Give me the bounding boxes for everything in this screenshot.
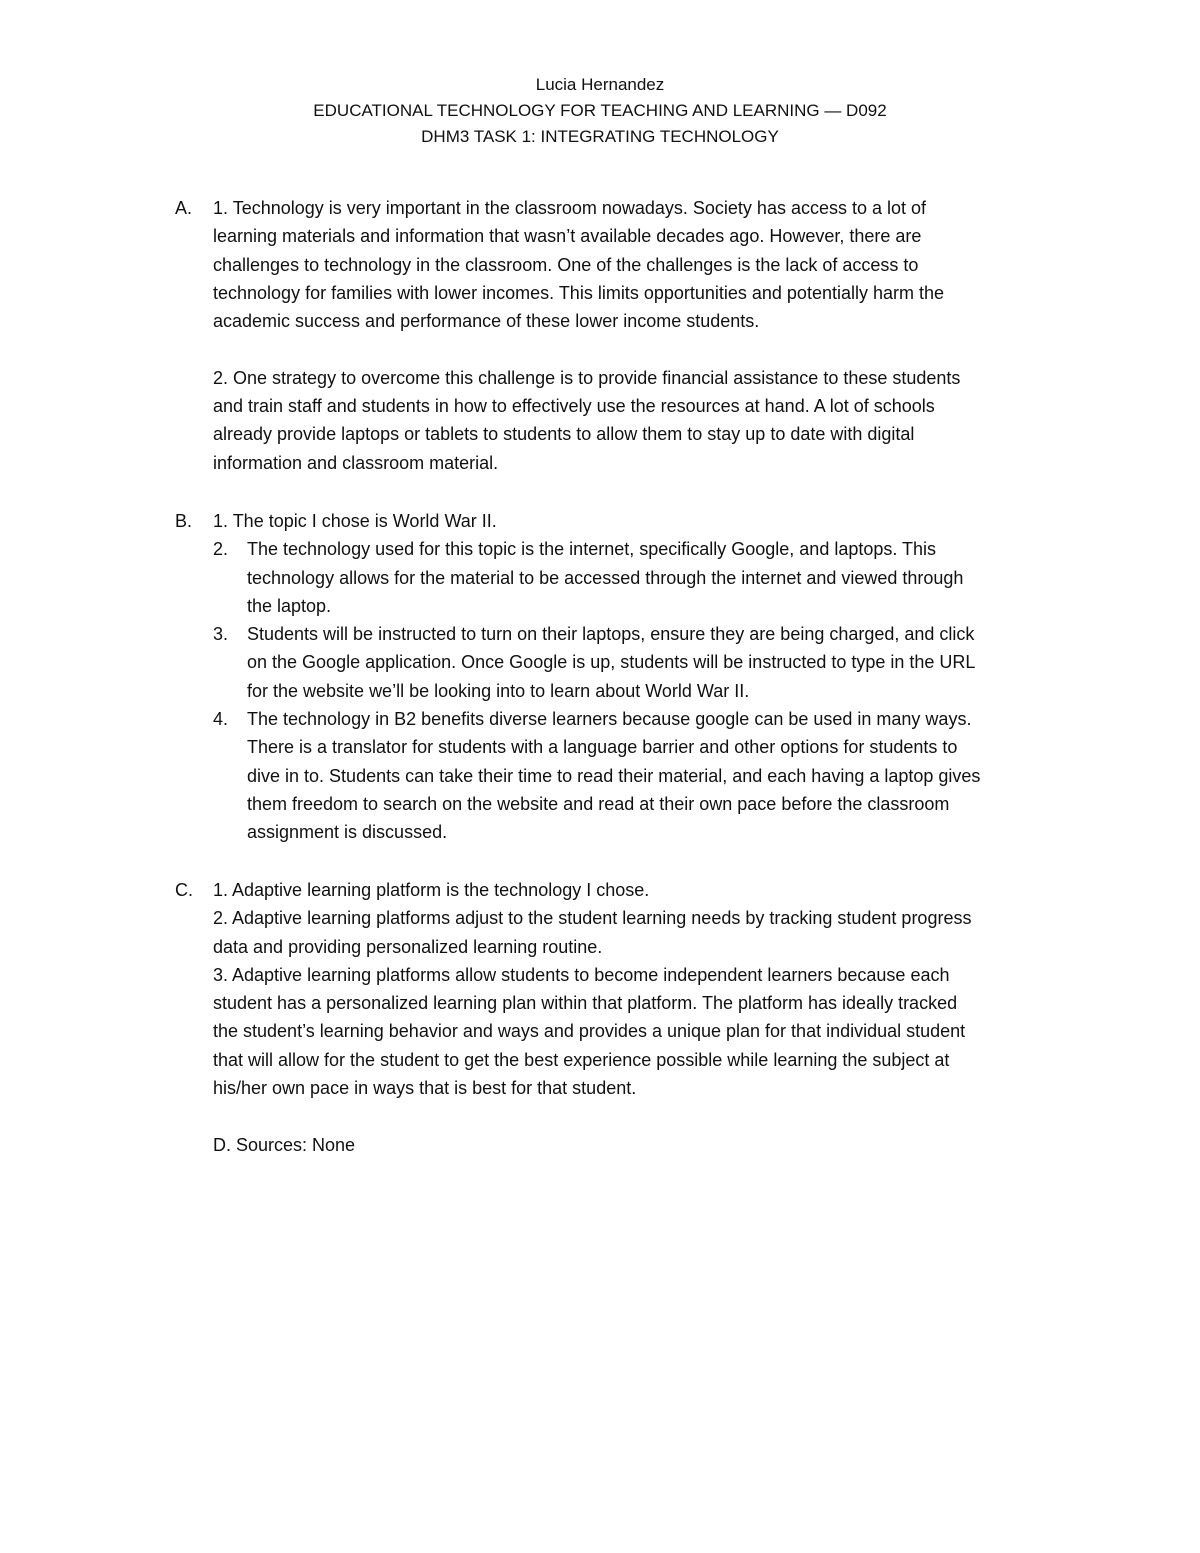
section-c-paragraph-3 [213,961,1055,1102]
text-line: dive in to. Students can take their time to read their material, and each having a laptop gives [247,765,981,786]
section-b-body [213,507,1055,847]
text-line: on the Google application. Once Google is up, students will be instructed to type in the URL [247,652,976,673]
document-header [0,72,1200,150]
list-number: 4. [213,709,229,730]
text-line: information and classroom material. [213,452,499,473]
author-name: Lucia Hernandez [535,75,665,94]
text-line: already provide laptops or tablets to students to allow them to stay up to date with digital [213,424,915,445]
text-line: 1. The topic I chose is World War II. [213,511,497,531]
task-title: DHM3 TASK 1: INTEGRATING TECHNOLOGY [421,127,779,146]
section-b-item-2 [213,535,1055,620]
text-line: challenges to technology in the classroom. One of the challenges is the lack of access to [213,254,919,275]
text-line: 1. Adaptive learning platform is the technology I chose. [213,880,650,900]
text-line: There is a translator for students with a language barrier and other options for students to [247,737,958,758]
list-number: 3. [213,624,229,645]
text-line: 3. Adaptive learning platforms allow students to become independent learners because each [213,964,950,985]
course-title: EDUCATIONAL TECHNOLOGY FOR TEACHING AND LEARNING — D092 [313,101,887,120]
text-line: and train staff and students in how to effectively use the resources at hand. A lot of schools [213,396,935,417]
section-a-paragraph-1 [213,194,1055,335]
text-line: data and providing personalized learning routine. [213,936,603,957]
section-b-item-1 [213,507,1055,535]
section-c-paragraph-2 [213,904,1055,961]
text-line: The technology in B2 benefits diverse learners because google can be used in many ways. [247,709,972,730]
text-line: learning materials and information that wasn’t available decades ago. However, there are [213,226,922,247]
section-b-item-4 [213,705,1055,846]
text-line: 2. One strategy to overcome this challenge is to provide financial assistance to these students [213,367,961,388]
text-line: academic success and performance of these lower income students. [213,311,760,332]
text-line: 1. Technology is very important in the classroom nowadays. Society has access to a lot of [213,198,927,218]
text-line: the laptop. [247,595,332,616]
text-line: his/her own pace in ways that is best for that student. [213,1078,637,1099]
section-c-letter: C. [175,880,193,900]
text-line: The technology used for this topic is the internet, specifically Google, and laptops. This [247,539,937,560]
text-line: technology for families with lower incomes. This limits opportunities and potentially harm the [213,282,945,303]
text-line: student has a personalized learning plan within that platform. The platform has ideally tracked [213,993,958,1014]
text-line: them freedom to search on the website and read at their own pace before the classroom [247,793,950,814]
section-c-paragraph-1 [213,876,1055,904]
text-line: for the website we’ll be looking into to learn about World War II. [247,680,750,701]
text-line: assignment is discussed. [247,822,448,843]
list-number: 2. [213,539,229,560]
section-b-item-3 [213,620,1055,705]
text-line: the student’s learning behavior and ways and provides a unique plan for that individual student [213,1021,966,1042]
section-c-body [213,876,1055,1159]
text-line: Students will be instructed to turn on their laptops, ensure they are being charged, and click [247,624,975,645]
section-a-body [213,194,1055,477]
section-b-letter: B. [175,511,193,531]
text-line: technology allows for the material to be accessed through the internet and viewed through [247,567,964,588]
sources-line [213,1131,1055,1159]
text-line: that will allow for the student to get the best experience possible while learning the subject at [213,1049,950,1070]
section-a-paragraph-2 [213,364,1055,477]
section-a-letter: A. [175,198,193,218]
text-line: 2. Adaptive learning platforms adjust to the student learning needs by tracking student progress [213,908,972,929]
sources-text: D. Sources: None [213,1134,356,1155]
